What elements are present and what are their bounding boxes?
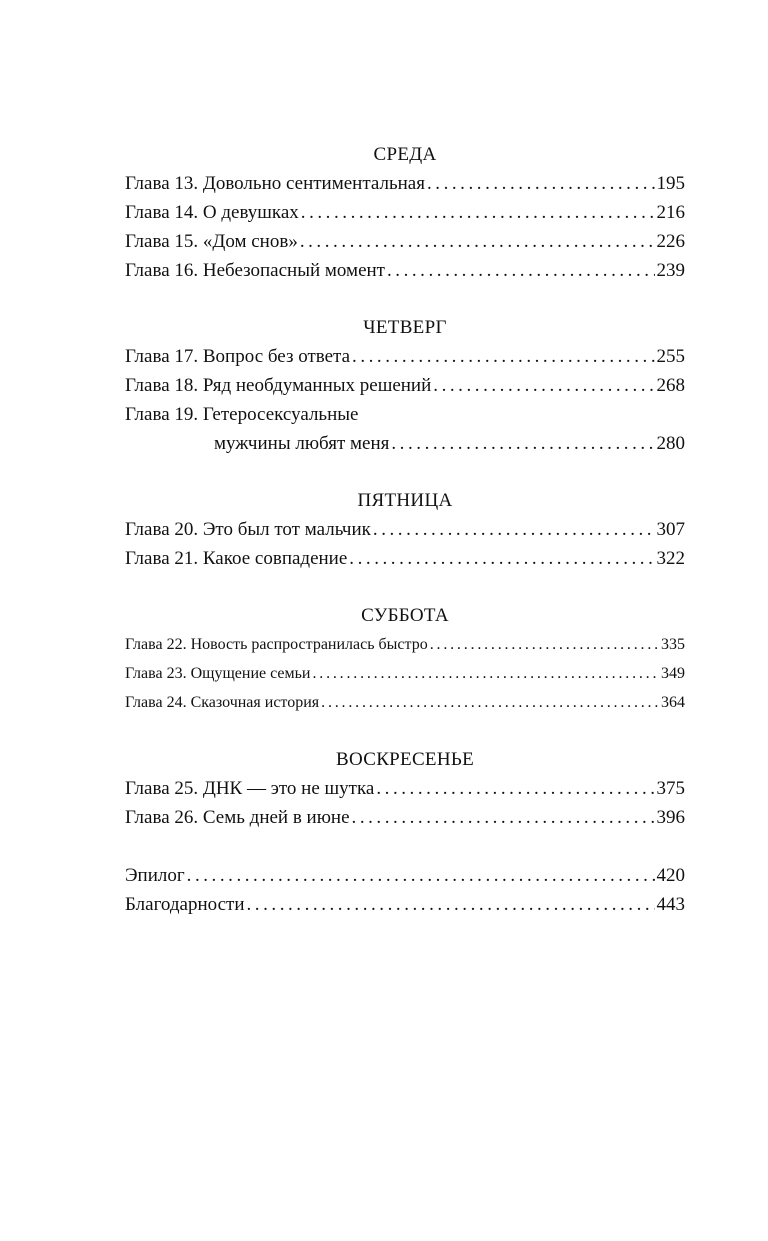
entry-label: Глава 19. Гетеросексуальные	[125, 404, 359, 425]
entry-page: 268	[656, 375, 685, 396]
entry-page: 239	[656, 260, 685, 281]
entry-label: Глава 21. Какое совпадение	[125, 548, 348, 569]
leader-dots	[301, 198, 655, 227]
entry-label: Глава 26. Семь дней в июне	[125, 807, 350, 828]
toc-section-friday	[125, 487, 685, 573]
entry-label: Глава 14. О девушках	[125, 202, 299, 223]
toc-entry-acknowledgements	[125, 890, 685, 919]
toc-section-wednesday	[125, 141, 685, 285]
toc-entry	[125, 342, 685, 371]
toc-entry	[125, 227, 685, 256]
toc-entry	[125, 688, 685, 717]
leader-dots	[300, 227, 655, 256]
entry-page: 226	[656, 231, 685, 252]
leader-dots	[391, 429, 654, 458]
entry-label: Глава 17. Вопрос без ответа	[125, 346, 351, 367]
entry-page: 443	[656, 894, 685, 915]
leader-dots	[373, 515, 655, 544]
leader-dots	[352, 803, 655, 832]
entry-page: 375	[656, 778, 685, 799]
toc-section-saturday	[125, 602, 685, 717]
toc-entry	[125, 544, 685, 573]
leader-dots	[352, 342, 654, 371]
entry-label: Глава 13. Довольно сентиментальная	[125, 173, 425, 194]
toc-entry	[125, 169, 685, 198]
entry-page: 364	[661, 694, 685, 711]
leader-dots	[187, 861, 655, 890]
entry-label: Глава 16. Небезопасный момент	[125, 260, 385, 281]
entry-page: 335	[661, 636, 685, 653]
entry-page: 280	[656, 433, 685, 454]
entry-page: 420	[656, 865, 685, 886]
section-spacer	[125, 573, 685, 602]
toc-entry	[125, 515, 685, 544]
section-title: СРЕДА	[373, 144, 437, 165]
toc-section-thursday	[125, 314, 685, 458]
entry-label: Глава 22. Новость распространилась быстро	[125, 636, 428, 653]
leader-dots	[387, 256, 655, 285]
entry-label: Глава 23. Ощущение семьи	[125, 665, 311, 682]
toc-section-sunday	[125, 746, 685, 832]
toc-entry-continuation	[125, 429, 685, 458]
leader-dots	[247, 890, 655, 919]
entry-label: Эпилог	[125, 865, 185, 886]
leader-dots	[427, 169, 655, 198]
entry-label: Глава 20. Это был тот мальчик	[125, 519, 371, 540]
toc-entry	[125, 630, 685, 659]
toc-entry	[125, 198, 685, 227]
entry-label: Глава 25. ДНК — это не шутка	[125, 778, 375, 799]
entry-label: Благодарности	[125, 894, 245, 915]
entry-page: 216	[656, 202, 685, 223]
toc-entry	[125, 371, 685, 400]
toc-back-matter	[125, 861, 685, 919]
entry-label-continued: мужчины любят меня	[214, 433, 390, 454]
toc-entry-epilogue	[125, 861, 685, 890]
leader-dots	[321, 688, 659, 717]
section-title: ВОСКРЕСЕНЬЕ	[336, 749, 474, 770]
leader-dots	[433, 371, 654, 400]
toc-entry	[125, 774, 685, 803]
section-spacer	[125, 717, 685, 746]
section-spacer	[125, 285, 685, 314]
table-of-contents	[125, 141, 685, 919]
entry-label: Глава 24. Сказочная история	[125, 694, 320, 711]
toc-entry	[125, 256, 685, 285]
section-spacer	[125, 832, 685, 861]
toc-entry	[125, 659, 685, 688]
entry-page: 349	[661, 665, 685, 682]
entry-page: 322	[656, 548, 685, 569]
leader-dots	[376, 774, 654, 803]
leader-dots	[312, 659, 659, 688]
toc-entry	[125, 400, 685, 429]
entry-page: 307	[656, 519, 685, 540]
leader-dots	[349, 544, 654, 573]
leader-dots	[430, 630, 659, 659]
section-spacer	[125, 458, 685, 487]
section-title: СУББОТА	[361, 605, 449, 626]
entry-label: Глава 15. «Дом снов»	[125, 231, 298, 252]
toc-entry	[125, 803, 685, 832]
entry-label: Глава 18. Ряд необдуманных решений	[125, 375, 432, 396]
section-title: ПЯТНИЦА	[357, 490, 453, 511]
entry-page: 195	[656, 173, 685, 194]
entry-page: 255	[656, 346, 685, 367]
section-title: ЧЕТВЕРГ	[363, 317, 447, 338]
entry-page: 396	[656, 807, 685, 828]
